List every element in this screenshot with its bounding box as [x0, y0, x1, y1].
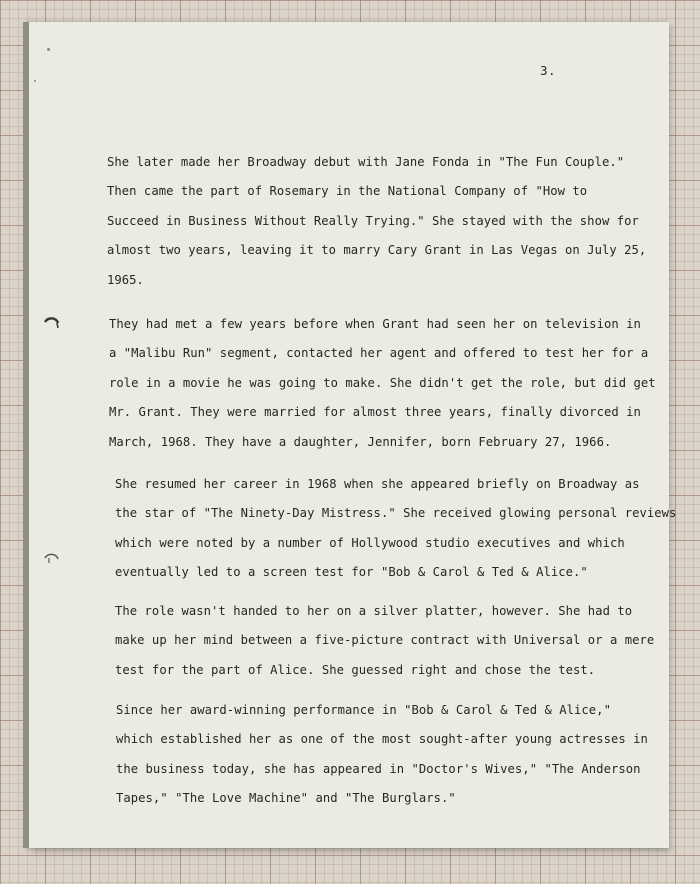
paragraph-2	[109, 310, 656, 457]
text-line: role in a movie he was going to make. She didn't get the role, but did get	[109, 375, 656, 390]
text-line: the business today, she has appeared in "Doctor's Wives," "The Anderson	[116, 761, 641, 776]
page-number: 3.	[540, 63, 557, 78]
paper-speck	[47, 48, 50, 51]
paper-speck	[34, 80, 36, 82]
text-line: Tapes," "The Love Machine" and "The Burglars."	[116, 791, 456, 806]
text-line: The role wasn't handed to her on a silver platter, however. She had to	[115, 604, 633, 618]
paragraph-4	[115, 597, 654, 685]
text-line: March, 1968. They have a daughter, Jennifer, born February 27, 1966.	[109, 434, 612, 449]
text-line: Since her award-winning performance in "Bob & Carol & Ted & Alice,"	[116, 703, 611, 717]
punch-hole-bottom	[44, 553, 60, 565]
text-line: eventually led to a screen test for "Bob & Carol & Ted & Alice."	[115, 565, 588, 580]
text-line: test for the part of Alice. She guessed right and chose the test.	[115, 662, 596, 677]
text-line: Mr. Grant. They were married for almost three years, finally divorced in	[109, 405, 641, 420]
paragraph-5	[116, 696, 648, 814]
text-line: the star of "The Ninety-Day Mistress." She received glowing personal reviews	[115, 506, 677, 521]
paragraph-1	[107, 148, 646, 295]
text-line: a "Malibu Run" segment, contacted her agent and offered to test her for a	[109, 346, 649, 361]
text-line: almost two years, leaving it to marry Cary Grant in Las Vegas on July 25,	[107, 243, 647, 258]
text-line: Succeed in Business Without Really Trying." She stayed with the show for	[107, 213, 639, 228]
text-line: which established her as one of the most sought-after young actresses in	[116, 732, 648, 747]
text-line: make up her mind between a five-picture contract with Universal or a mere	[115, 633, 655, 648]
paragraph-3	[115, 470, 676, 588]
text-line: which were noted by a number of Hollywood studio executives and which	[115, 535, 625, 550]
text-line: She resumed her career in 1968 when she appeared briefly on Broadway as	[115, 477, 640, 491]
text-line: They had met a few years before when Grant had seen her on television in	[109, 317, 641, 331]
text-line: She later made her Broadway debut with Jane Fonda in "The Fun Couple."	[107, 155, 625, 169]
text-line: Then came the part of Rosemary in the National Company of "How to	[107, 184, 588, 199]
typed-page	[29, 22, 677, 848]
text-line: 1965.	[107, 272, 144, 287]
punch-hole-top	[44, 317, 60, 329]
